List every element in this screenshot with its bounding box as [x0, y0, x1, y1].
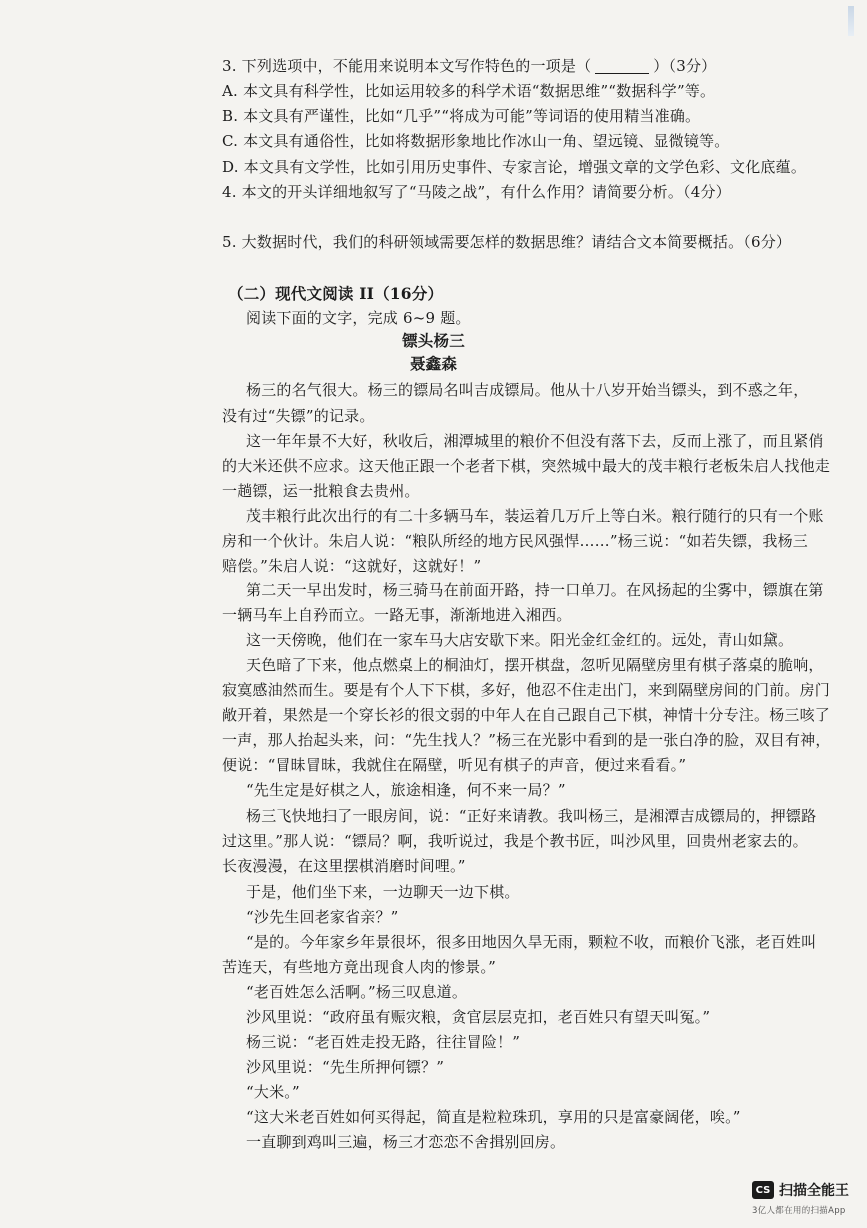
option-b: B. 本文具有严谨性，比如“几乎”“将成为可能”等词语的使用精当准确。: [222, 107, 701, 125]
question-3-stem: 3. 下列选项中，不能用来说明本文写作特色的一项是（: [222, 57, 592, 75]
option-d: D. 本文具有文学性，比如引用历史事件、专家言论，增强文章的文学色彩、文化底蕴。: [222, 158, 807, 176]
text-line: 长夜漫漫，在这里摆棋消磨时间哩。”: [222, 857, 466, 875]
text-line: 杨三飞快地扫了一眼房间，说：“正好来请教。我叫杨三，是湘潭吉成镖局的，押镖路: [246, 807, 817, 825]
question-3: [222, 56, 716, 76]
text-line: 房和一个伙计。朱启人说：“粮队所经的地方民风强悍……”杨三说：“如若失镖，我杨三: [222, 532, 809, 550]
text-line: “先生定是好棋之人，旅途相逢，何不来一局？”: [246, 781, 566, 799]
text-line: “是的。今年家乡年景很坏，很多田地因久旱无雨，颗粒不收，而粮价飞涨，老百姓叫: [246, 933, 817, 951]
text-line: 一趟镖，运一批粮食去贵州。: [222, 482, 420, 500]
text-line: 杨三的名气很大。杨三的镖局名叫吉成镖局。他从十八岁开始当镖头，到不惑之年，: [246, 381, 809, 399]
text-line: 敞开着，果然是一个穿长衫的很文弱的中年人在自己跟自己下棋，神情十分专注。杨三咳了: [222, 706, 831, 724]
section-instruction: 阅读下面的文字，完成 6~9 题。: [246, 309, 471, 327]
text-line: “老百姓怎么活啊。”杨三叹息道。: [246, 983, 468, 1001]
text-line: 沙风里说：“政府虽有赈灾粮，贪官层层克扣，老百姓只有望天叫冤。”: [246, 1008, 711, 1026]
article-title: 镖头杨三: [402, 331, 465, 350]
text-line: 一直聊到鸡叫三遍，杨三才恋恋不舍揖别回房。: [246, 1133, 566, 1151]
text-line: 的大米还供不应求。这天他正跟一个老者下棋，突然城中最大的茂丰粮行老板朱启人找他走: [222, 457, 831, 475]
scanner-tagline: 3亿人都在用的扫描App: [752, 1206, 846, 1216]
text-line: 杨三说：“老百姓走投无路，往往冒险！”: [246, 1033, 521, 1051]
text-line: 没有过“失镖”的记录。: [222, 407, 375, 425]
text-line: 过这里。”那人说：“镖局？啊，我听说过，我是个教书匠，叫沙风里，回贵州老家去的。: [222, 832, 808, 850]
answer-blank: [595, 57, 649, 74]
text-line: “大米。”: [246, 1083, 300, 1101]
text-line: 茂丰粮行此次出行的有二十多辆马车，装运着几万斤上等白米。粮行随行的只有一个账: [246, 507, 824, 525]
text-line: 一声，那人抬起头来，问：“先生找人？”杨三在光影中看到的是一张白净的脸，双目有神，: [222, 731, 831, 749]
scan-edge-mark: [848, 6, 854, 36]
article-author: 聂鑫森: [409, 354, 458, 373]
question-5: 5. 大数据时代，我们的科研领域需要怎样的数据思维？请结合文本简要概括。（6分）: [222, 233, 792, 251]
scanner-name: 扫描全能王: [779, 1183, 849, 1199]
section-heading: （二）现代文阅读 II（16分）: [228, 284, 444, 303]
text-line: 苦连天，有些地方竟出现食人肉的惨景。”: [222, 958, 496, 976]
option-c: C. 本文具有通俗性，比如将数据形象地比作冰山一角、望远镜、显微镜等。: [222, 132, 730, 150]
text-line: 天色暗了下来，他点燃桌上的桐油灯，摆开棋盘，忽听见隔壁房里有棋子落桌的脆响，: [246, 656, 824, 674]
text-line: 这一天傍晚，他们在一家车马大店安歇下来。阳光金红金红的。远处，青山如黛。: [246, 631, 794, 649]
text-line: 一辆马车上自矜而立。一路无事，渐渐地进入湘西。: [222, 606, 572, 624]
text-line: “沙先生回老家省亲？”: [246, 908, 399, 926]
text-line: 赔偿。”朱启人说：“这就好，这就好！”: [222, 557, 482, 575]
text-line: 便说：“冒昧冒昧，我就住在隔壁，听见有棋子的声音，便过来看看。”: [222, 756, 687, 774]
cs-badge: CS: [752, 1181, 774, 1199]
text-line: 于是，他们坐下来，一边聊天一边下棋。: [246, 883, 520, 901]
option-a: A. 本文具有科学性，比如运用较多的科学术语“数据思维”“数据科学”等。: [222, 82, 716, 100]
text-line: 寂寞感油然而生。要是有个人下下棋，多好，他忍不住走出门，来到隔壁房间的门前。房门: [222, 681, 831, 699]
scanner-logo: [752, 1180, 849, 1200]
text-line: 沙风里说：“先生所押何镖？”: [246, 1058, 445, 1076]
question-3-score: ）（3分）: [653, 57, 717, 75]
text-line: 第二天一早出发时，杨三骑马在前面开路，持一口单刀。在风扬起的尘雾中，镖旗在第: [246, 581, 824, 599]
question-4: 4. 本文的开头详细地叙写了“马陵之战”，有什么作用？请简要分析。（4分）: [222, 183, 731, 201]
text-line: 这一年年景不大好，秋收后，湘潭城里的粮价不但没有落下去，反而上涨了，而且紧俏: [246, 432, 824, 450]
text-line: “这大米老百姓如何买得起，简直是粒粒珠玑，享用的只是富豪阔佬，唉。”: [246, 1108, 741, 1126]
